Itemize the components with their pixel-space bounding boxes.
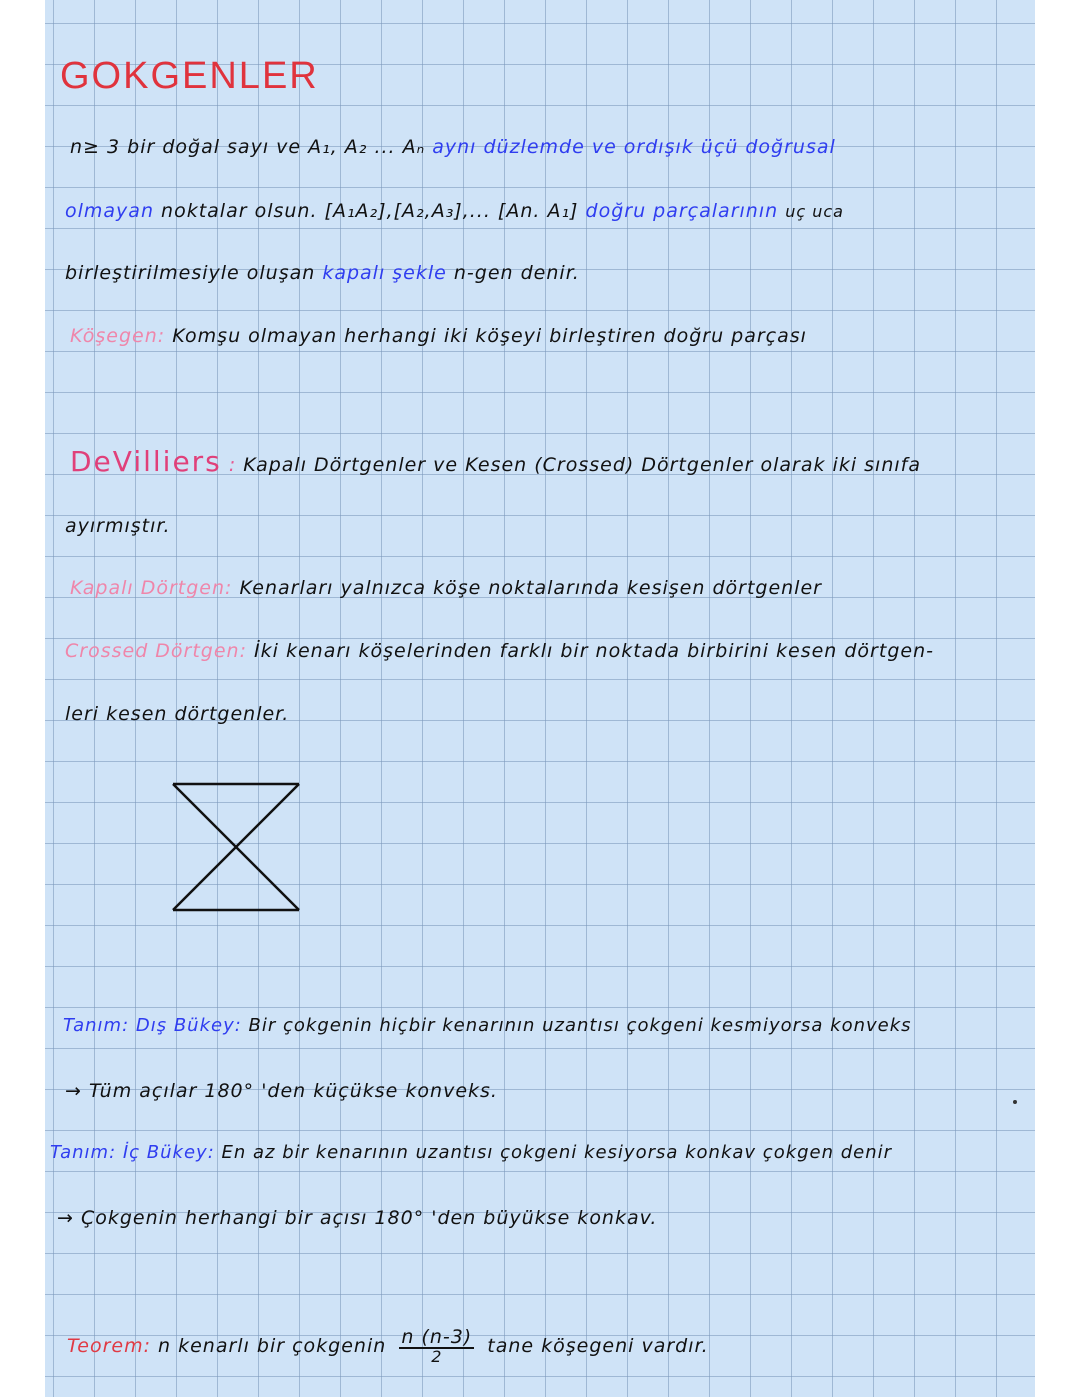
kapali-text: Kenarları yalnızca köşe noktalarında kesişen dörtgenler [239,577,822,599]
kosegen-label: Köşegen: [70,325,166,347]
para1-line2 [65,200,844,222]
para1-line2-highlight2: doğru parçalarının [585,200,779,222]
fraction-denominator: 2 [431,1347,443,1366]
tanim-konveks [63,1015,912,1036]
para1-line1-highlight: aynı düzlemde ve ordışık üçü doğrusal [432,136,836,158]
kosegen-text: Komşu olmayan herhangi iki köşeyi birleştiren doğru parçası [172,325,807,347]
crossed-label: Crossed Dörtgen: [65,640,247,662]
tanim2-label: Tanım: İç Bükey: [50,1142,215,1163]
tanim2-text: En az bir kenarının uzantısı çokgeni kesiyorsa konkav çokgen denir [221,1142,893,1163]
devilliers-line2: ayırmıştır. [65,515,171,537]
para1-line3-text2: n-gen denir. [453,262,580,284]
devilliers-line1 [70,445,921,478]
tanim1-text: Bir çokgenin hiçbir kenarının uzantısı çokgeni kesmiyorsa konveks [248,1015,912,1036]
para1-line1-text: n≥ 3 bir doğal sayı ve A₁, A₂ ... Aₙ [70,136,426,158]
para1-line3 [65,262,580,284]
crossed-text: İki kenarı köşelerinden farklı bir noktada birbirini kesen dörtgen- [254,640,934,662]
tanim1-note: → Tüm açılar 180° 'den küçükse konveks. [65,1080,498,1102]
grid-paper [45,0,1035,1397]
ink-dot [1013,1100,1017,1104]
tanim2-note: → Çokgenin herhangi bir açısı 180° 'den büyükse konkav. [57,1207,658,1229]
tanim1-label: Tanım: Dış Bükey: [63,1015,242,1036]
devilliers-name: DeVilliers [70,445,222,478]
para1-line2-highlight: olmayan [65,200,154,222]
para1-line3-text: birleştirilmesiyle oluşan [65,262,316,284]
crossed-definition [65,640,934,662]
devilliers-text: Kapalı Dörtgenler ve Kesen (Crossed) Dörtgenler olarak iki sınıfa [243,454,921,476]
teorem-statement [67,1328,709,1365]
para1-line2-text: noktalar olsun. [A₁A₂],[A₂,A₃],... [An. A₁] [161,200,579,222]
tanim-konkav [50,1142,892,1163]
teorem-text-after: tane köşegeni vardır. [487,1335,709,1357]
para1-line1 [70,136,836,158]
fraction-numerator: n (n-3) [401,1326,473,1348]
kapali-label: Kapalı Dörtgen: [70,577,233,599]
teorem-fraction [399,1328,474,1365]
para1-line3-highlight: kapalı şekle [322,262,447,284]
kosegen-definition [70,325,807,347]
para1-line2-text2: uç uca [785,202,844,221]
teorem-text-before: n kenarlı bir çokgenin [158,1335,387,1357]
crossed-quadrilateral-figure [165,778,305,914]
teorem-label: Teorem: [67,1335,151,1357]
devilliers-colon: : [228,454,237,476]
page-title: GOKGENLER [60,55,319,97]
crossed-line2: leri kesen dörtgenler. [65,703,290,725]
kapali-definition [70,577,822,599]
